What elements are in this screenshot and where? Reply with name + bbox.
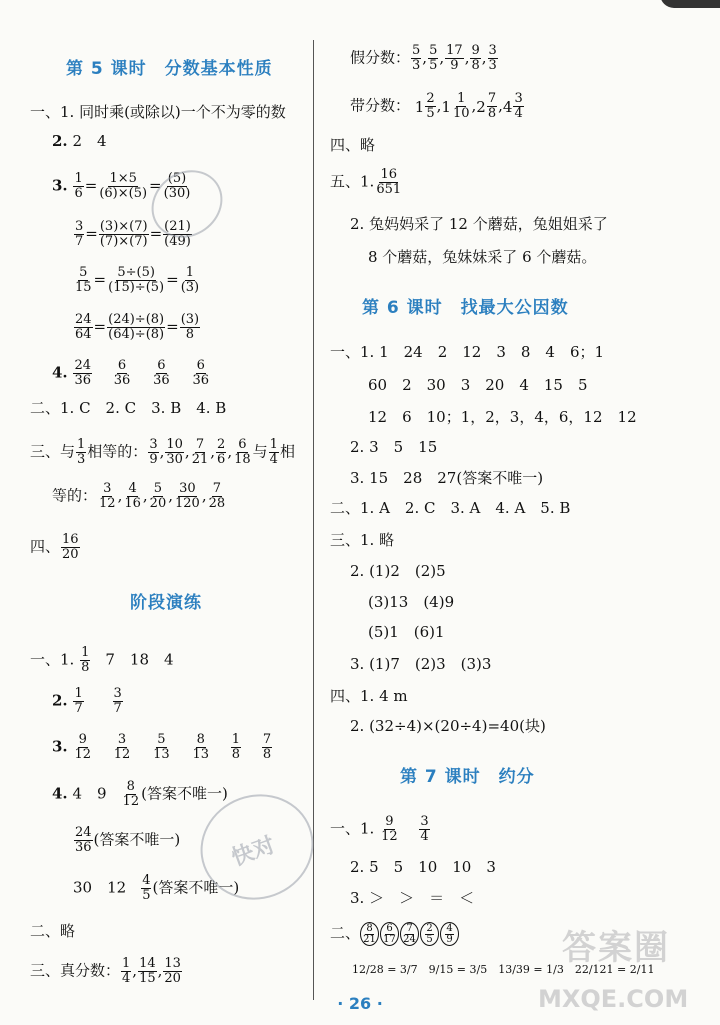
stage-title: 阶段演练: [130, 593, 202, 613]
l7-q2-work: 12/28 = 3/7 9/15 = 3/5 13/39 = 1/3 22/121 = 2/11: [352, 963, 655, 976]
lesson7-title: 第 7 课时 约分: [400, 767, 535, 787]
l6-q1-1c: 12 6 10；1，2，3，4，6，12 12: [368, 408, 637, 426]
left-q3-line1: 三、与 $\frac{1}{3}$ 相等的： $\frac{3}{9}$ , $\frac{10}{30}$ , $\frac{7}{21}$ , $\frac{2}{6}$ , $\frac{6}{18}$ 与 $\frac{1}{4}$ 相: [30, 437, 295, 467]
column-divider: [313, 40, 314, 1000]
left-q1-3-row2: $\frac{3}{7}$ = $\frac{(3)\times(7)}{(7)\times(7)}$ = $\frac{(21)}{(49)}$: [75, 219, 191, 249]
page-number: · 26 ·: [337, 994, 383, 1013]
l6-q1-3: 3. 15 28 27(答案不唯一): [350, 469, 544, 487]
left-q1-2: 2. 2 4: [52, 132, 107, 150]
l6-q2: 二、1. A 2. C 3. A 4. A 5. B: [330, 499, 571, 517]
left-q1-3-row1: 3. $\frac{1}{6}$ = $\frac{1\times 5}{(6)\times(5)}$ = $\frac{(5)}{(30)}$: [52, 171, 191, 201]
l7-q2-circled: 二、 $\frac{8}{21}$ $\frac{6}{17}$ $\frac{7}{24}$ $\frac{2}{5}$ $\frac{4}{9}$: [330, 922, 460, 946]
left-q1-1: 一、1. 同时乘(或除以)一个不为零的数: [30, 103, 286, 121]
stage-q3: 三、真分数： $\frac{1}{4}$ , $\frac{14}{15}$ , $\frac{13}{20}$: [30, 956, 181, 986]
right-q5-1: 五、1. $\frac{16}{651}$: [330, 167, 402, 197]
left-q3-line2: 等的： $\frac{3}{12}$ , $\frac{4}{16}$ , $\frac{5}{20}$ , $\frac{30}{120}$ , $\frac{7}{28}$: [52, 481, 226, 511]
l7-q1-2: 2. 5 5 10 10 3: [350, 858, 496, 876]
left-q1-4: 4. $\frac{24}{36}$ $\frac{6}{36}$ $\frac{6}{36}$ $\frac{6}{36}$: [52, 358, 209, 388]
l6-q3-3: 3. (1)7 (2)3 (3)3: [350, 655, 492, 673]
stage-q1-2: 2. $\frac{1}{7}$ $\frac{3}{7}$: [52, 686, 122, 716]
watermark-site: MXQE.COM: [538, 985, 689, 1013]
l7-q1-1: 一、1. $\frac{9}{12}$ $\frac{3}{4}$: [330, 814, 429, 844]
left-q2: 二、1. C 2. C 3. B 4. B: [30, 399, 227, 417]
left-q1-3-row3: $\frac{5}{15}$ = $\frac{5\div(5)}{(15)\div(5)}$ = $\frac{1}{(3)}$: [75, 265, 200, 295]
lesson6-title: 第 6 课时 找最大公因数: [362, 298, 569, 318]
stage-q1-4: 4. 4 9 $\frac{8}{12}$ (答案不唯一): [52, 779, 228, 809]
stage-q1-1: 一、1. $\frac{1}{8}$ 7 18 4: [30, 645, 174, 675]
right-q5-2b: 8 个蘑菇，兔妹妹采了 6 个蘑菇。: [368, 248, 597, 266]
l6-q4-1: 四、1. 4 m: [330, 687, 408, 705]
right-q5-2a: 2. 兔妈妈采了 12 个蘑菇，兔姐姐采了: [350, 215, 608, 233]
stage-q1-4b: $\frac{24}{36}$ (答案不唯一): [75, 825, 181, 855]
l6-q4-2: 2. (32÷4)×(20÷4)=40(块): [350, 717, 546, 735]
left-q4: 四、 $\frac{16}{20}$: [30, 532, 79, 562]
watermark-text: 答案圈: [562, 928, 670, 968]
corner-mark: [660, 0, 720, 8]
l6-q3-1: 三、1. 略: [330, 531, 395, 549]
lesson5-title: 第 5 课时 分数基本性质: [66, 59, 273, 79]
left-q1-3-row4: $\frac{24}{64}$ = $\frac{(24)\div(8)}{(64)\div(8)}$ = $\frac{(3)}{8}$: [75, 312, 200, 342]
l6-q3-2a: 2. (1)2 (2)5: [350, 562, 446, 580]
stage-q1-3: 3. $\frac{9}{12}$ $\frac{3}{12}$ $\frac{5}{13}$ $\frac{8}{13}$ $\frac{1}{8}$ $\frac{7}{8}$: [52, 732, 272, 762]
stage-q1-4c: 30 12 $\frac{4}{5}$ (答案不唯一): [73, 873, 240, 903]
right-q4: 四、略: [330, 136, 376, 154]
l7-q1-3: 3. ＞ ＞ ＝ ＜: [350, 889, 475, 907]
l6-q3-2b: (3)13 (4)9: [368, 593, 455, 611]
l6-q3-2c: (5)1 (6)1: [368, 623, 445, 641]
l6-q1-1b: 60 2 30 3 20 4 15 5: [368, 376, 588, 394]
l6-q1-2: 2. 3 5 15: [350, 438, 438, 456]
stamp-mark: 快对: [186, 779, 329, 916]
improper-fractions: 假分数： $\frac{5}{3}$ , $\frac{5}{5}$ , $\frac{17}{9}$ , $\frac{9}{8}$ , $\frac{3}{3}$: [350, 43, 497, 73]
l6-q1-1a: 一、1. 1 24 2 12 3 8 4 6；1: [330, 343, 605, 361]
stage-q2: 二、略: [30, 922, 76, 940]
mixed-numbers: 带分数： 1 $\frac{2}{5}$ , 1 $\frac{1}{10}$ , 2 $\frac{7}{8}$ , 4 $\frac{3}{4}$: [350, 91, 523, 121]
